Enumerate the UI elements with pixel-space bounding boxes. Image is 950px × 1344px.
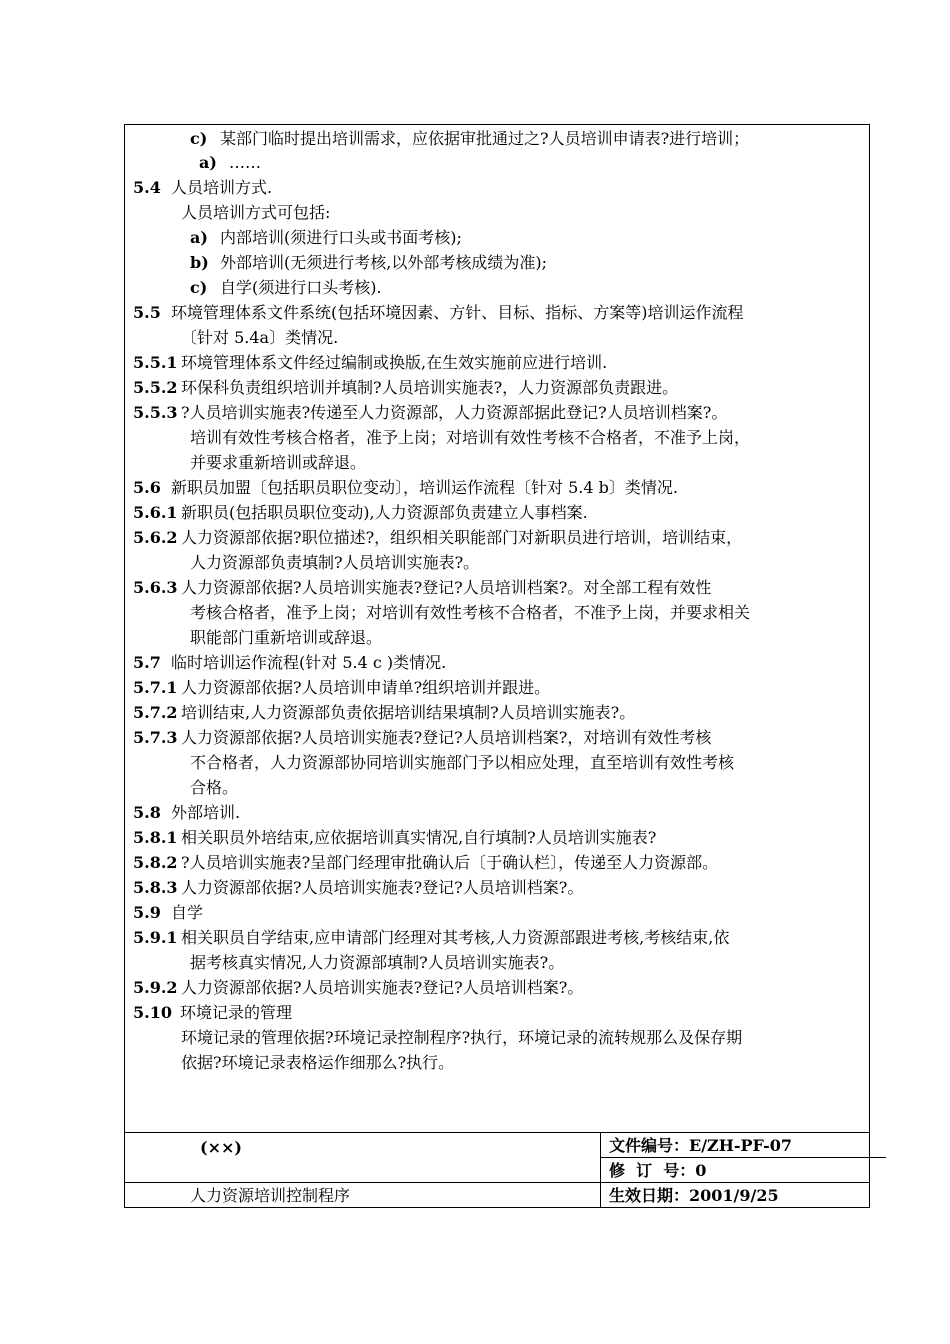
clause-number: 5.8 bbox=[133, 803, 161, 822]
body-line bbox=[133, 727, 711, 749]
clause-number: 5.10 bbox=[133, 1003, 172, 1022]
clause-number: 5.6.1 bbox=[133, 503, 178, 522]
clause-text: 并要求重新培训或辞退。 bbox=[190, 453, 367, 472]
clause-number: 5.6.3 bbox=[133, 578, 178, 597]
clause-text: 人员培训方式可包括: bbox=[181, 203, 331, 222]
body-line bbox=[133, 877, 583, 899]
clause-text: 人力资源部依据?人员培训实施表?登记?人员培训档案?。 bbox=[181, 878, 584, 897]
body-line bbox=[133, 1002, 292, 1024]
clause-text: 人力资源部依据?人员培训申请单?组织培训并跟进。 bbox=[181, 678, 551, 697]
clause-number: 5.9.2 bbox=[133, 978, 178, 997]
footer-divider-vertical bbox=[600, 1132, 601, 1208]
clause-text: 培训有效性考核合格者，准予上岗；对培训有效性考核不合格者，不准予上岗， bbox=[190, 428, 751, 447]
clause-number: 5.6.2 bbox=[133, 528, 178, 547]
footer-divider-middle bbox=[124, 1182, 870, 1183]
body-line bbox=[133, 652, 446, 674]
clause-number: 5.5.3 bbox=[133, 403, 178, 422]
clause-text: 相关职员外培结束,应依据培训真实情况,自行填制?人员培训实施表? bbox=[181, 828, 657, 847]
clause-number: a) bbox=[199, 153, 217, 172]
body-line bbox=[190, 952, 564, 974]
clause-number: 5.5 bbox=[133, 303, 161, 322]
clause-number: 5.4 bbox=[133, 178, 161, 197]
body-line bbox=[133, 527, 742, 549]
body-line bbox=[190, 252, 547, 274]
clause-text: 自学 bbox=[171, 903, 204, 922]
clause-text: 据考核真实情况,人力资源部填制?人员培训实施表?。 bbox=[190, 953, 565, 972]
clause-text: 依据?环境记录表格运作细那么?执行。 bbox=[181, 1053, 455, 1072]
clause-text: 环境记录的管理 bbox=[180, 1003, 293, 1022]
footer-effective-date: 生效日期：2001/9/25 bbox=[609, 1186, 779, 1205]
footer-company: (××) bbox=[200, 1138, 242, 1157]
clause-text: 某部门临时提出培训需求，应依据审批通过之?人员培训申请表?进行培训； bbox=[220, 129, 750, 148]
clause-text: 人力资源部负责填制?人员培训实施表?。 bbox=[190, 553, 480, 572]
clause-text: ?人员培训实施表?呈部门经理审批确认后〔于确认栏〕，传递至人力资源部。 bbox=[181, 853, 719, 872]
clause-number: 5.9 bbox=[133, 903, 161, 922]
clause-text: 考核合格者，准予上岗；对培训有效性考核不合格者，不准予上岗，并要求相关 bbox=[190, 603, 751, 622]
clause-number: 5.7.3 bbox=[133, 728, 178, 747]
body-line bbox=[190, 752, 734, 774]
body-line bbox=[181, 202, 330, 224]
clause-number: 5.8.3 bbox=[133, 878, 178, 897]
clause-text: 相关职员自学结束,应申请部门经理对其考核,人力资源部跟进考核,考核结束,依 bbox=[181, 928, 730, 947]
clause-number: c) bbox=[190, 278, 208, 297]
body-line bbox=[133, 677, 550, 699]
clause-text: 环境管理体系文件经过编制或换版,在生效实施前应进行培训. bbox=[181, 353, 608, 372]
clause-number: 5.7 bbox=[133, 653, 161, 672]
body-line bbox=[190, 427, 750, 449]
clause-text: 环保科负责组织培训并填制?人员培训实施表?，人力资源部负责跟进。 bbox=[181, 378, 679, 397]
body-line bbox=[190, 602, 750, 624]
body-line bbox=[133, 302, 744, 324]
body-line bbox=[199, 152, 261, 174]
clause-number: 5.7.1 bbox=[133, 678, 178, 697]
clause-text: 环境管理体系文件系统(包括环境因素、方针、目标、指标、方案等)培训运作流程 bbox=[171, 303, 744, 322]
body-line bbox=[181, 1052, 454, 1074]
clause-text: 人力资源部依据?人员培训实施表?登记?人员培训档案?。对全部工程有效性 bbox=[181, 578, 712, 597]
body-line bbox=[133, 377, 678, 399]
body-line bbox=[190, 128, 749, 150]
clause-text: 不合格者，人力资源部协同培训实施部门予以相应处理，直至培训有效性考核 bbox=[190, 753, 735, 772]
body-line bbox=[181, 327, 338, 349]
clause-text: 内部培训(须进行口头或书面考核); bbox=[220, 228, 462, 247]
body-line bbox=[133, 177, 272, 199]
clause-number: 5.8.2 bbox=[133, 853, 178, 872]
body-line bbox=[133, 702, 635, 724]
clause-text: 〔针对 5.4a〕类情况. bbox=[181, 328, 339, 347]
clause-text: …… bbox=[229, 153, 261, 172]
body-line bbox=[133, 977, 583, 999]
clause-text: 新职员(包括职员职位变动),人力资源部负责建立人事档案. bbox=[181, 503, 588, 522]
body-line bbox=[190, 627, 382, 649]
body-line bbox=[133, 927, 729, 949]
body-line bbox=[190, 552, 479, 574]
clause-text: 新职员加盟〔包括职员职位变动〕，培训运作流程〔针对 5.4 b〕类情况. bbox=[171, 478, 678, 497]
clause-text: 职能部门重新培训或辞退。 bbox=[190, 628, 383, 647]
footer-divider-revision bbox=[600, 1157, 886, 1158]
footer-divider-top bbox=[124, 1132, 870, 1133]
clause-number: c) bbox=[190, 129, 208, 148]
clause-number: a) bbox=[190, 228, 208, 247]
body-line bbox=[190, 452, 366, 474]
clause-text: 自学(须进行口头考核). bbox=[220, 278, 382, 297]
body-line bbox=[133, 402, 727, 424]
clause-number: 5.5.1 bbox=[133, 353, 178, 372]
clause-number: 5.7.2 bbox=[133, 703, 178, 722]
clause-text: 外部培训(无须进行考核,以外部考核成绩为准); bbox=[220, 253, 547, 272]
body-line bbox=[133, 352, 607, 374]
clause-text: 环境记录的管理依据?环境记录控制程序?执行，环境记录的流转规那么及保存期 bbox=[181, 1028, 743, 1047]
clause-text: ?人员培训实施表?传递至人力资源部，人力资源部据此登记?人员培训档案?。 bbox=[181, 403, 728, 422]
body-line bbox=[133, 577, 711, 599]
clause-text: 人力资源部依据?职位描述?，组织相关职能部门对新职员进行培训，培训结束， bbox=[181, 528, 743, 547]
body-line bbox=[133, 827, 656, 849]
body-line bbox=[133, 852, 718, 874]
clause-number: 5.9.1 bbox=[133, 928, 178, 947]
body-line bbox=[133, 802, 240, 824]
clause-number: b) bbox=[190, 253, 209, 272]
clause-text: 人员培训方式. bbox=[171, 178, 273, 197]
clause-text: 培训结束,人力资源部负责依据培训结果填制?人员培训实施表?。 bbox=[181, 703, 636, 722]
footer-document-title: 人力资源培训控制程序 bbox=[190, 1186, 351, 1205]
body-line bbox=[133, 477, 678, 499]
body-line bbox=[181, 1027, 742, 1049]
body-line bbox=[190, 277, 382, 299]
body-line bbox=[190, 777, 238, 799]
body-line bbox=[190, 227, 462, 249]
clause-number: 5.8.1 bbox=[133, 828, 178, 847]
clause-number: 5.6 bbox=[133, 478, 161, 497]
clause-text: 人力资源部依据?人员培训实施表?登记?人员培训档案?。 bbox=[181, 978, 584, 997]
footer-revision: 修 订 号：0 bbox=[609, 1161, 707, 1180]
footer-doc-number: 文件编号：E/ZH-PF-07 bbox=[609, 1136, 793, 1155]
clause-text: 外部培训. bbox=[171, 803, 241, 822]
clause-text: 人力资源部依据?人员培训实施表?登记?人员培训档案?，对培训有效性考核 bbox=[181, 728, 712, 747]
clause-text: 合格。 bbox=[190, 778, 239, 797]
body-line bbox=[133, 502, 588, 524]
clause-number: 5.5.2 bbox=[133, 378, 178, 397]
body-line bbox=[133, 902, 203, 924]
clause-text: 临时培训运作流程(针对 5.4 c )类情况. bbox=[171, 653, 447, 672]
